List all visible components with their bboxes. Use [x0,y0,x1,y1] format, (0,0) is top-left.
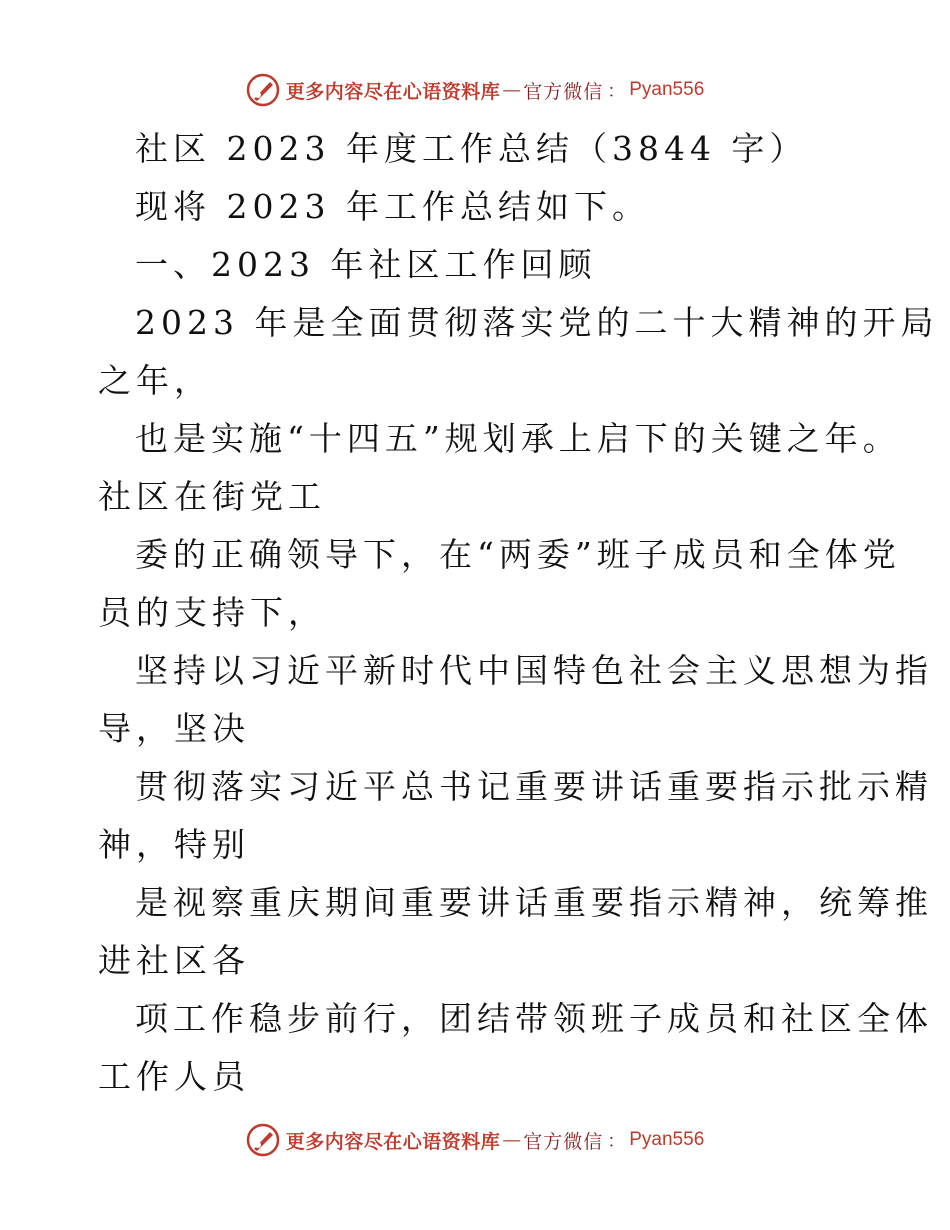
text-line: 现将 2023 年工作总结如下。 [135,187,650,226]
footer-watermark-banner [0,1120,950,1160]
banner-text: 更多内容尽在心语资料库 [285,1130,501,1153]
header-watermark-banner [0,70,950,110]
text-line: 贯彻落实习近平总书记重要讲话重要指示批示精 [135,767,933,806]
banner-wechat-id: Pyan556 [629,79,705,100]
banner-wechat-id: Pyan556 [629,1129,705,1150]
text-line: 委的正确领导下，在“两委”班子成员和全体党 [135,535,901,574]
text-line: 项工作稳步前行，团结带领班子成员和社区全体 [135,999,933,1038]
text-line: 进社区各 [98,941,250,980]
text-line: 导，坚决 [98,709,250,748]
text-line: 社区在街党工 [98,477,326,516]
banner-separator: — [502,79,522,101]
text-line: 一、2023 年社区工作回顾 [135,245,597,284]
text-line: 是视察重庆期间重要讲话重要指示精神，统筹推 [135,883,933,922]
text-line: 2023 年是全面贯彻落实党的二十大精神的开局 [135,303,939,342]
text-line: 社区 2023 年度工作总结（3844 字） [135,129,808,168]
banner-separator: — [502,1129,522,1151]
text-line: 工作人员 [98,1057,250,1096]
text-line: 之年， [98,361,212,400]
text-line: 神，特别 [98,825,250,864]
document-body [98,120,939,1106]
banner-wechat-label: 官方微信 [523,80,604,103]
banner-text: 更多内容尽在心语资料库 [285,80,501,103]
text-line: 也是实施“十四五”规划承上启下的关键之年。 [135,419,901,458]
banner-colon: ： [607,1131,626,1152]
text-line: 坚持以习近平新时代中国特色社会主义思想为指 [135,651,933,690]
quill-logo-icon [246,73,280,107]
quill-logo-icon [246,1123,280,1157]
text-line: 员的支持下， [98,593,326,632]
banner-colon: ： [607,81,626,102]
banner-wechat-label: 官方微信 [523,1130,604,1153]
